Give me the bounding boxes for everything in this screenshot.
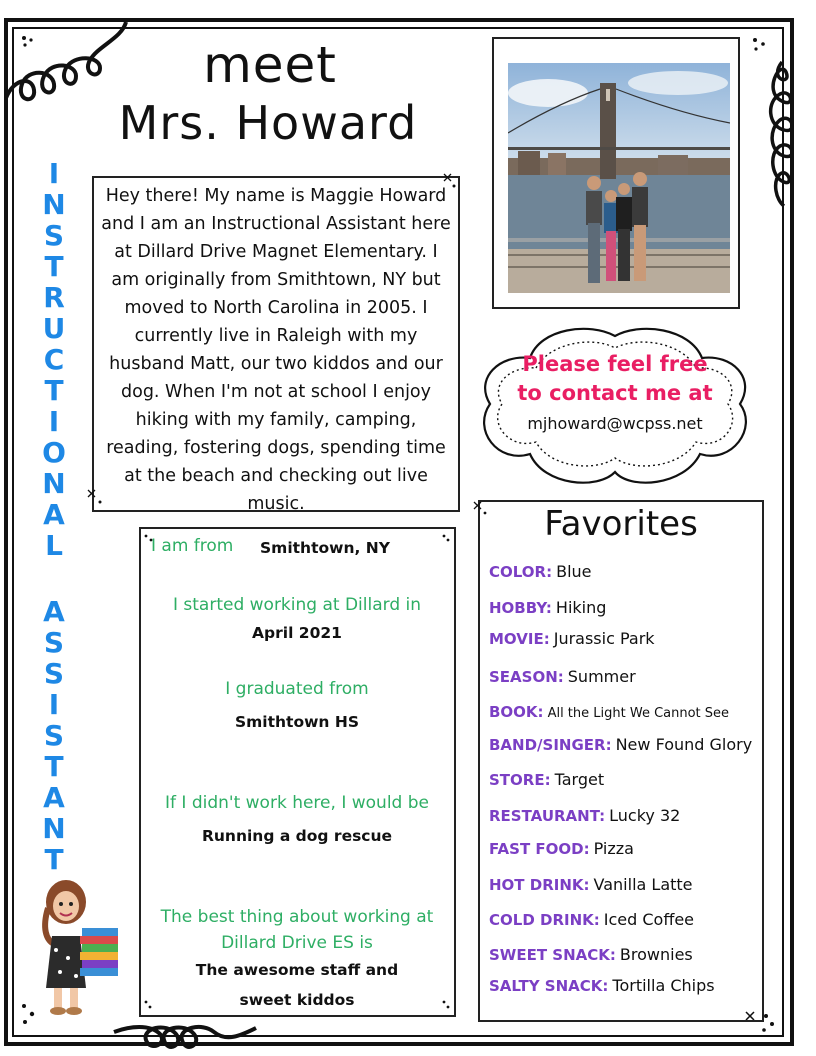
bio-text: Hey there! My name is Maggie Howard and I am an Instructional Assistant here at Dillard Drive Magnet Elementary. I am originally from Smithtown, NY but moved to North Carolina in 2005. I currently live in Raleigh with my husband Matt, our two kiddos and our dog. When I'm not at school I enjoy hiking with my family, camping, reading, fostering dogs, spending time at the beach and checking out live music. [101,186,451,514]
favorite-item [489,667,636,686]
favorites-title: Favorites [544,504,698,544]
favorite-item [489,598,606,617]
contact-heading-line2: to contact me at [517,381,713,405]
fact-alt-job-value: Running a dog rescue [201,827,393,845]
favorite-value: Tortilla Chips [612,976,715,995]
favorite-item [489,562,592,581]
swirl-top-left-decoration [4,18,134,108]
favorite-label: COLD DRINK: [489,911,600,929]
favorite-label: HOBBY: [489,599,552,617]
favorite-value: New Found Glory [615,735,753,754]
fact-started-label: I started working at Dillard in [172,595,422,615]
favorite-value: Vanilla Latte [593,875,693,894]
fact-best-label-line2: Dillard Drive ES is [221,933,373,953]
favorite-label: RESTAURANT: [489,807,606,825]
favorite-label: SWEET SNACK: [489,946,616,964]
favorite-label: COLOR: [489,563,553,581]
fact-best-value-line1: The awesome staff and [195,961,399,979]
fact-from-label: I am from [151,536,234,556]
favorite-item [489,629,655,648]
favorite-item [489,770,604,789]
favorite-value: Brownies [619,945,693,964]
favorite-value: Lucky 32 [609,806,681,825]
favorite-item [489,875,693,894]
dots-decoration [442,172,458,192]
favorite-label: STORE: [489,771,551,789]
dots-decoration [438,532,454,548]
swirl-bottom-decoration [110,1012,260,1056]
favorite-label: SEASON: [489,668,564,686]
favorite-value: Pizza [593,839,634,858]
photo-frame [492,37,740,309]
favorite-label: HOT DRINK: [489,876,590,894]
favorite-value: All the Light We Cannot See [547,706,730,721]
fact-best-label-line1: The best thing about working at [160,907,434,927]
favorite-item [489,839,634,858]
favorite-value: Jurassic Park [553,629,655,648]
favorite-label: MOVIE: [489,630,550,648]
favorite-item [489,976,715,995]
favorite-value: Iced Coffee [603,910,695,929]
favorite-value: Blue [556,562,592,581]
dots-decoration [86,488,106,508]
page-title: Mrs. Howard [118,96,418,150]
favorite-item [489,945,693,964]
fact-from-value: Smithtown, NY [260,539,390,557]
favorite-value: Summer [567,667,636,686]
swirl-right-decoration [758,60,802,210]
fact-graduated-value: Smithtown HS [234,713,359,731]
favorite-item [489,910,694,929]
bio-box [92,176,460,512]
teacher-avatar-illustration [38,878,122,1016]
favorite-value: Hiking [555,598,607,617]
dots-decoration [20,34,36,50]
favorite-item [489,702,729,721]
contact-email[interactable]: mjhoward@wcpss.net [527,414,703,433]
favorite-label: SALTY SNACK: [489,977,609,995]
favorite-label: BOOK: [489,703,544,721]
fact-started-value: April 2021 [252,624,342,642]
title-meet: meet [203,36,337,94]
fact-best-value-line2: sweet kiddos [239,991,355,1009]
contact-heading-line1: Please feel free [522,352,708,376]
dots-decoration [750,36,770,54]
fact-graduated-label: I graduated from [225,679,369,699]
fact-alt-job-label: If I didn't work here, I would be [165,793,429,813]
favorite-item [489,806,680,825]
favorite-value: Target [554,770,605,789]
favorite-label: BAND/SINGER: [489,736,612,754]
favorite-item [489,735,752,754]
favorite-label: FAST FOOD: [489,840,590,858]
vertical-title-instructional: I N S T R U C T I O N A L [42,157,66,562]
contact-cloud-frame [470,318,760,494]
vertical-title-assistant: A S S I S T A N T [42,595,66,876]
family-photo [508,63,730,293]
